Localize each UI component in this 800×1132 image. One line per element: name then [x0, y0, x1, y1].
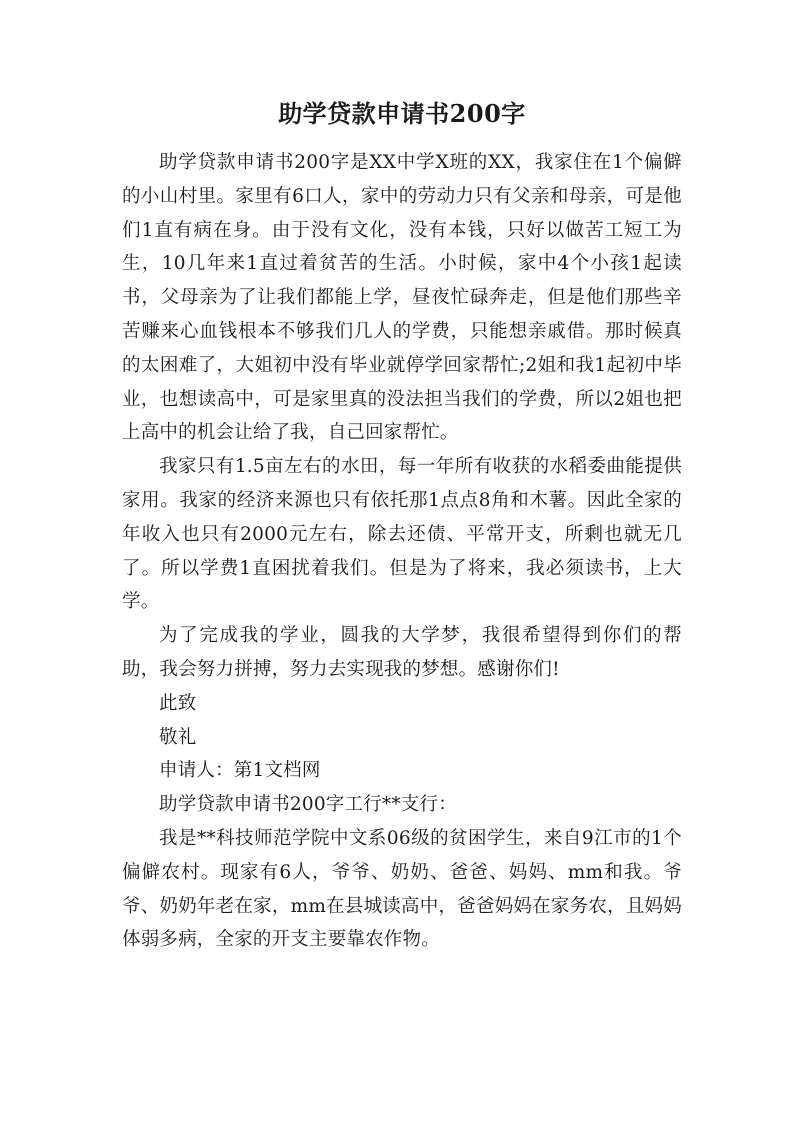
applicant-signature: 申请人：第1文档网 [159, 760, 321, 782]
document-page [122, 96, 682, 957]
paragraph-request-help: 为了完成我的学业，圆我的大学梦，我很希望得到你们的帮助，我会努力拼搏，努力去实现我的梦想。感谢你们! [122, 625, 682, 680]
paragraph-family-background: 助学贷款申请书200字是XX中学X班的XX，我家住在1个偏僻的小山村里。家里有6口人，家中的劳动力只有父亲和母亲，可是他们1直有病在身。由于没有文化，没有本钱，只好以做苦工短工为生，10几年来1直过着贫苦的生活。小时候，家中4个小孩1起读书，父母亲为了让我们都能上学，昼夜忙碌奔走，但是他们那些辛苦赚来心血钱根本不够我们几人的学费，只能想亲戚借。那时候真的太困难了，大姐初中没有毕业就停学回家帮忙;2姐和我1起初中毕业，也想读高中，可是家里真的没法担当我们的学费，所以2姐也把上高中的机会让给了我，自己回家帮忙。 [122, 152, 682, 444]
closing-salutation: 此致 [159, 692, 197, 714]
second-letter-heading: 助学贷款申请书200字工行**支行： [159, 794, 457, 816]
paragraph-family-income: 我家只有1.5亩左右的水田，每一年所有收获的水稻委曲能提供家用。我家的经济来源也只有依托那1点点8角和木薯。因此全家的年收入也只有2000元左右，除去还债、平常开支，所剩也就无几了。所以学费1直困扰着我们。但是为了将来，我必须读书，上大学。 [122, 456, 682, 613]
document-title: 助学贷款申请书200字 [278, 99, 526, 128]
paragraph-second-letter-body: 我是**科技师范学院中文系06级的贫困学生，来自9江市的1个偏僻农村。现家有6人，爷爷、奶奶、爸爸、妈妈、mm和我。爷爷、奶奶年老在家，mm在县城读高中，爸爸妈妈在家务农，且妈妈体弱多病，全家的开支主要靠农作物。 [122, 827, 682, 951]
closing-regards: 敬礼 [159, 726, 197, 748]
